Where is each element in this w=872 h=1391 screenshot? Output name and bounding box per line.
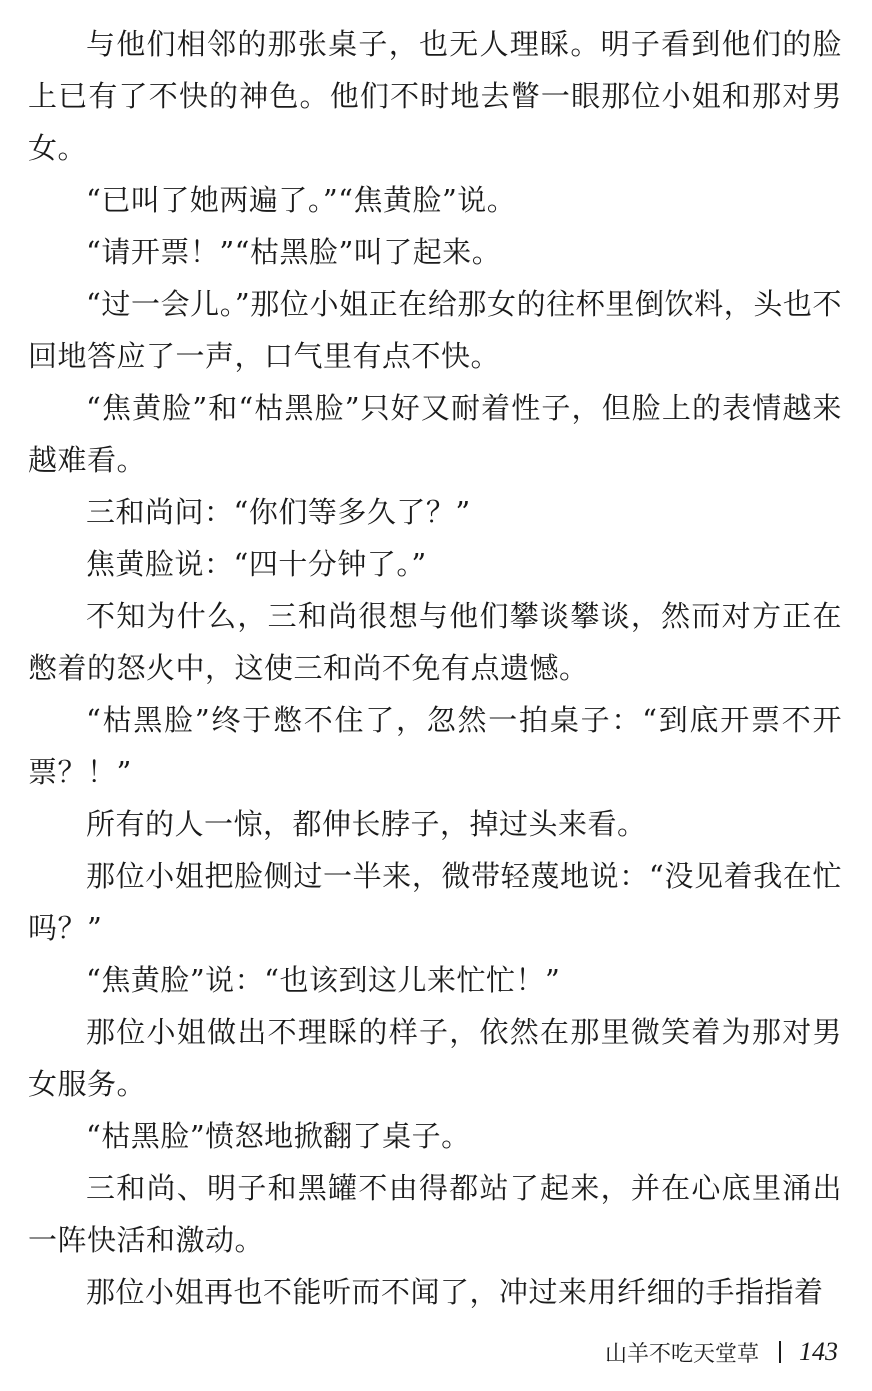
paragraph-11: 那位小姐把脸侧过一半来，微带轻蔑地说：“没见着我在忙吗？” bbox=[28, 859, 842, 945]
paragraph-5: “焦黄脸”和“枯黑脸”只好又耐着性子，但脸上的表情越来越难看。 bbox=[28, 391, 842, 477]
paragraph-15: 三和尚、明子和黑罐不由得都站了起来，并在心底里涌出一阵快活和激动。 bbox=[28, 1171, 842, 1257]
paragraph-6: 三和尚问：“你们等多久了？” bbox=[86, 495, 471, 529]
paragraph-2: “已叫了她两遍了。”“焦黄脸”说。 bbox=[86, 183, 517, 217]
running-footer-book-title: 山羊不吃天堂草 bbox=[604, 1341, 759, 1367]
paragraph-16: 那位小姐再也不能听而不闻了，冲过来用纤细的手指指着 bbox=[86, 1275, 824, 1309]
paragraph-3: “请开票！”“枯黑脸”叫了起来。 bbox=[86, 235, 502, 269]
paragraph-13: 那位小姐做出不理睬的样子，依然在那里微笑着为那对男女服务。 bbox=[28, 1015, 842, 1101]
paragraph-14: “枯黑脸”愤怒地掀翻了桌子。 bbox=[86, 1119, 471, 1153]
paragraph-10: 所有的人一惊，都伸长脖子，掉过头来看。 bbox=[86, 807, 647, 841]
paragraph-12: “焦黄脸”说：“也该到这儿来忙忙！” bbox=[86, 963, 561, 997]
footer-divider bbox=[779, 1341, 781, 1363]
page-footer bbox=[605, 1336, 838, 1368]
paragraph-8: 不知为什么，三和尚很想与他们攀谈攀谈，然而对方正在憋着的怒火中，这使三和尚不免有点遗憾。 bbox=[28, 599, 842, 685]
page-body bbox=[28, 18, 842, 1318]
paragraph-4: “过一会儿。”那位小姐正在给那女的往杯里倒饮料，头也不回地答应了一声，口气里有点不快。 bbox=[28, 287, 842, 373]
paragraph-7: 焦黄脸说：“四十分钟了。” bbox=[86, 547, 427, 581]
page-number: 143 bbox=[799, 1337, 838, 1366]
paragraph-1: 与他们相邻的那张桌子，也无人理睬。明子看到他们的脸上已有了不快的神色。他们不时地去瞥一眼那位小姐和那对男女。 bbox=[28, 27, 842, 165]
paragraph-9: “枯黑脸”终于憋不住了，忽然一拍桌子：“到底开票不开票？！” bbox=[28, 703, 842, 789]
